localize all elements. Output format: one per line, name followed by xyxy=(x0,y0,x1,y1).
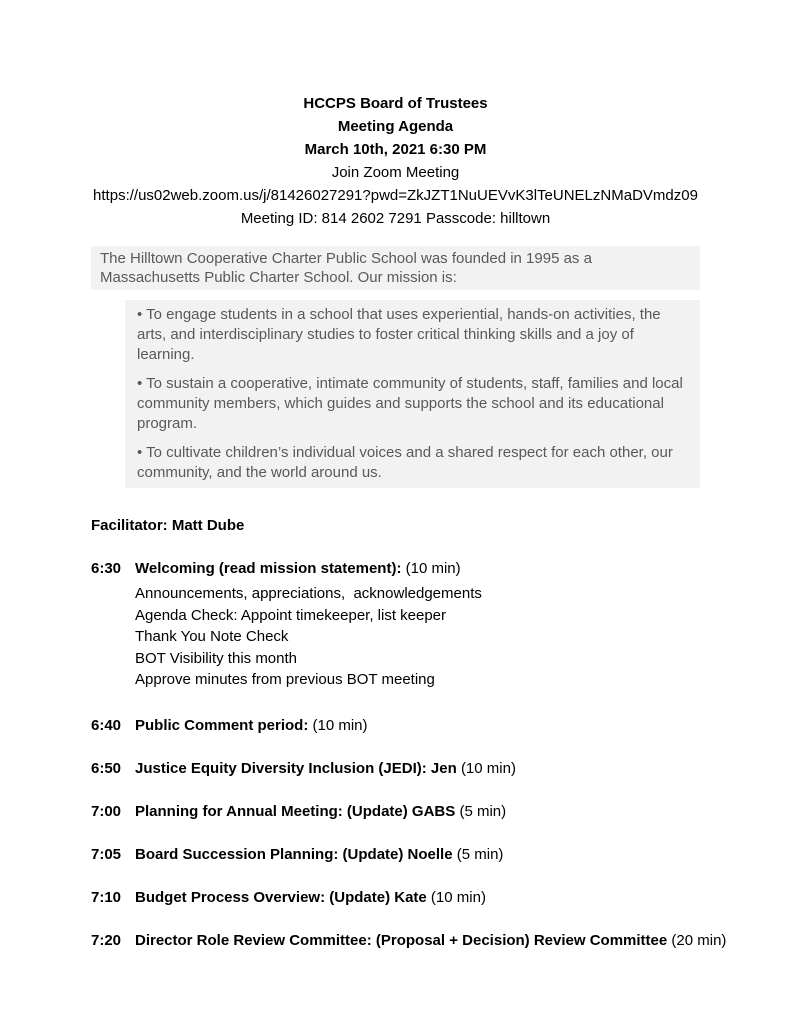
agenda-title: Public Comment period: xyxy=(135,716,309,734)
agenda-item xyxy=(91,847,731,863)
mission-bullet: • To engage students in a school that uses experiential, hands-on activities, the arts, and interdisciplinary studies to foster critical thinking skills and a joy of learning. xyxy=(137,306,665,363)
mission-intro: The Hilltown Cooperative Charter Public School was founded in 1995 as a Massachusetts Public Charter School. Our mission is: xyxy=(91,246,700,290)
mission-bullets xyxy=(125,300,700,488)
agenda-item xyxy=(91,890,731,906)
agenda-subitem: Thank You Note Check xyxy=(135,628,289,645)
document-title: HCCPS Board of Trustees xyxy=(303,95,488,112)
agenda-entry xyxy=(135,761,516,777)
agenda-entry xyxy=(135,561,461,577)
agenda-duration: (10 min) xyxy=(405,560,461,577)
agenda-duration: (10 min) xyxy=(460,759,516,777)
document-header xyxy=(0,0,791,230)
agenda-title: Justice Equity Diversity Inclusion (JEDI): Jen xyxy=(135,759,457,777)
join-zoom-label: Join Zoom Meeting xyxy=(331,164,460,181)
agenda-duration: (5 min) xyxy=(456,845,504,863)
agenda-subitem: Agenda Check: Appoint timekeeper, list keeper xyxy=(135,606,447,624)
agenda-time: 6:30 xyxy=(91,560,122,577)
agenda-item xyxy=(91,804,731,820)
agenda-title: Planning for Annual Meeting: (Update) GABS xyxy=(135,802,456,820)
document-subtitle: Meeting Agenda xyxy=(337,118,454,135)
meeting-datetime: March 10th, 2021 6:30 PM xyxy=(304,141,487,158)
facilitator-line: Facilitator: Matt Dube xyxy=(91,517,245,534)
agenda-duration: (10 min) xyxy=(430,888,486,906)
agenda-entry xyxy=(135,718,368,734)
agenda-item xyxy=(91,933,731,949)
agenda-entry xyxy=(135,804,506,820)
zoom-meeting-link[interactable]: https://us02web.zoom.us/j/81426027291?pwd=ZkJZT1NuUEVvK3lTeUNELzNMaDVmdz09 xyxy=(93,187,698,204)
agenda-time: 7:10 xyxy=(91,888,122,906)
agenda-entry xyxy=(135,847,503,863)
agenda-title: Welcoming (read mission statement): xyxy=(135,560,402,577)
agenda-duration: (20 min) xyxy=(671,931,727,949)
agenda-entry xyxy=(135,890,486,906)
agenda-duration: (5 min) xyxy=(459,802,507,820)
agenda-time: 6:40 xyxy=(91,716,122,734)
agenda-item xyxy=(91,561,731,577)
agenda-subitem: Announcements, appreciations, acknowledgements xyxy=(135,585,482,602)
agenda-subitems xyxy=(135,583,731,691)
agenda-subitem: BOT Visibility this month xyxy=(135,649,298,667)
agenda-time: 7:20 xyxy=(91,931,122,949)
agenda-item xyxy=(91,718,731,734)
agenda-item xyxy=(91,761,731,777)
agenda-list xyxy=(91,561,731,949)
agenda-duration: (10 min) xyxy=(308,716,368,734)
agenda-time: 7:05 xyxy=(91,845,122,863)
agenda-time: 7:00 xyxy=(91,802,122,820)
mission-bullet: • To sustain a cooperative, intimate community of students, staff, families and local community members, which guides and supports the school and its educational program. xyxy=(137,375,687,432)
agenda-title: Director Role Review Committee: (Proposal + Decision) Review Committee xyxy=(135,931,668,949)
agenda-time: 6:50 xyxy=(91,759,122,777)
agenda-title: Budget Process Overview: (Update) Kate xyxy=(135,888,427,906)
agenda-subitem: Approve minutes from previous BOT meeting xyxy=(135,671,435,688)
agenda-entry xyxy=(135,933,726,949)
meeting-id-passcode: Meeting ID: 814 2602 7291 Passcode: hilltown xyxy=(240,210,551,227)
agenda-title: Board Succession Planning: (Update) Noelle xyxy=(135,845,453,863)
mission-bullet: • To cultivate children’s individual voices and a shared respect for each other, our community, and the world around us. xyxy=(137,444,678,481)
